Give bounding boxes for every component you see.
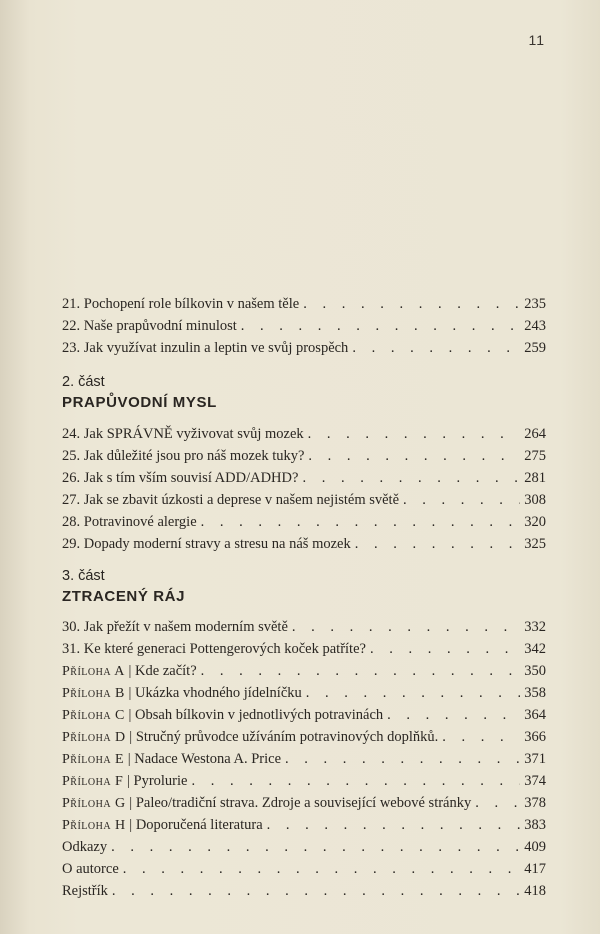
toc-entry-label xyxy=(62,514,197,531)
toc-entry-label xyxy=(62,663,197,680)
part-caption: 3. část xyxy=(62,568,105,584)
toc-entry-label xyxy=(62,773,187,790)
toc-entry-label xyxy=(62,340,348,357)
toc-entry xyxy=(62,536,546,558)
toc-entry-label xyxy=(62,318,237,335)
appendix-prefix: Příloha H xyxy=(62,818,126,833)
toc-block-1 xyxy=(62,296,546,362)
toc-entry-page: 418 xyxy=(524,883,546,899)
toc-entry-text: | Nadace Westona A. Price xyxy=(127,751,282,767)
toc-entry-text: 24. Jak SPRÁVNĚ vyživovat svůj mozek xyxy=(62,426,304,442)
toc-entry-page: 243 xyxy=(524,318,546,334)
dot-leader xyxy=(267,817,521,834)
toc-entry-page: 308 xyxy=(524,492,546,508)
toc-entry-text: | Paleo/tradiční strava. Zdroje a související webové stránky xyxy=(129,795,472,811)
dot-leader xyxy=(201,663,521,680)
toc-entry-text: 27. Jak se zbavit úzkosti a deprese v našem nejistém světě xyxy=(62,492,400,508)
dot-leader xyxy=(241,318,520,335)
dot-leader xyxy=(352,340,520,357)
toc-entry xyxy=(62,619,546,641)
toc-entry-text: 25. Jak důležité jsou pro náš mozek tuky? xyxy=(62,448,305,464)
toc-entry-text: | Doporučená literatura xyxy=(129,817,263,833)
toc-entry xyxy=(62,470,546,492)
toc-entry-text: 26. Jak s tím vším souvisí ADD/ADHD? xyxy=(62,470,299,486)
toc-entry xyxy=(62,448,546,470)
toc-entry xyxy=(62,729,546,751)
appendix-prefix: Příloha F xyxy=(62,774,124,789)
toc-entry-page: 409 xyxy=(524,839,546,855)
toc-entry-page: 378 xyxy=(524,795,546,811)
toc-entry-label xyxy=(62,641,366,658)
toc-entry-text: 23. Jak využívat inzulin a leptin ve svůj prospěch xyxy=(62,340,349,356)
part-title: ZTRACENÝ RÁJ xyxy=(62,588,186,605)
toc-entry-label xyxy=(62,795,471,812)
toc-entry-label xyxy=(62,751,281,768)
toc-entry-page: 325 xyxy=(524,536,546,552)
appendix-prefix: Příloha E xyxy=(62,752,125,767)
toc-entry xyxy=(62,641,546,663)
dot-leader xyxy=(285,751,520,768)
dot-leader xyxy=(308,426,521,443)
dot-leader xyxy=(387,707,520,724)
toc-block-3 xyxy=(62,619,546,905)
toc-entry-text: 31. Ke které generaci Pottengerových koček patříte? xyxy=(62,641,366,657)
dot-leader xyxy=(403,492,520,509)
toc-entry xyxy=(62,514,546,536)
appendix-prefix: Příloha B xyxy=(62,686,125,701)
toc-entry-label xyxy=(62,817,263,834)
toc-entry xyxy=(62,817,546,839)
dot-leader xyxy=(112,883,520,900)
toc-entry xyxy=(62,707,546,729)
toc-entry-label xyxy=(62,492,399,509)
toc-entry-page: 371 xyxy=(524,751,546,767)
toc-entry xyxy=(62,773,546,795)
toc-entry-text: Rejstřík xyxy=(62,883,108,899)
dot-leader xyxy=(201,514,521,531)
toc-entry-page: 235 xyxy=(524,296,546,312)
toc-entry-label xyxy=(62,839,107,856)
part-2-heading xyxy=(62,374,546,416)
toc-entry-label xyxy=(62,470,298,487)
appendix-prefix: Příloha A xyxy=(62,664,125,679)
dot-leader xyxy=(302,470,520,487)
part-title: PRAPŮVODNÍ MYSL xyxy=(62,394,217,411)
toc-entry-label xyxy=(62,729,438,746)
toc-entry-text: 21. Pochopení role bílkovin v našem těle xyxy=(62,296,300,312)
appendix-prefix: Příloha C xyxy=(62,708,125,723)
toc-entry-label xyxy=(62,448,304,465)
toc-entry-page: 364 xyxy=(524,707,546,723)
toc-entry-page: 374 xyxy=(524,773,546,789)
toc-entry xyxy=(62,663,546,685)
toc-entry xyxy=(62,340,546,362)
toc-entry-page: 264 xyxy=(524,426,546,442)
dot-leader xyxy=(292,619,520,636)
page-number: 11 xyxy=(528,32,545,48)
toc-entry-text: Odkazy xyxy=(62,839,108,855)
toc-entry xyxy=(62,426,546,448)
dot-leader xyxy=(303,296,520,313)
dot-leader xyxy=(123,861,520,878)
toc-entry-text: O autorce xyxy=(62,861,119,877)
dot-leader xyxy=(355,536,521,553)
toc-entry-text: 28. Potravinové alergie xyxy=(62,514,197,530)
dot-leader xyxy=(111,839,520,856)
toc-entry-label xyxy=(62,619,288,636)
toc-entry-label xyxy=(62,861,119,878)
toc-entry-label xyxy=(62,296,299,313)
dot-leader xyxy=(370,641,520,658)
toc-entry-label xyxy=(62,685,302,702)
toc-entry-text: | Obsah bílkovin v jednotlivých potravinách xyxy=(128,707,384,723)
toc-entry-text: | Kde začít? xyxy=(128,663,197,679)
toc-entry-page: 342 xyxy=(524,641,546,657)
toc-entry-text: 22. Naše prapůvodní minulost xyxy=(62,318,237,334)
toc-entry-text: 30. Jak přežít v našem moderním světě xyxy=(62,619,288,635)
toc-entry-page: 259 xyxy=(524,340,546,356)
dot-leader xyxy=(191,773,520,790)
dot-leader xyxy=(442,729,520,746)
toc-entry xyxy=(62,839,546,861)
toc-entry xyxy=(62,861,546,883)
appendix-prefix: Příloha G xyxy=(62,796,126,811)
toc-entry-page: 417 xyxy=(524,861,546,877)
toc-entry-page: 332 xyxy=(524,619,546,635)
toc-entry-page: 383 xyxy=(524,817,546,833)
toc-entry-text: | Ukázka vhodného jídelníčku xyxy=(128,685,302,701)
toc-entry-page: 275 xyxy=(524,448,546,464)
toc-entry-label xyxy=(62,707,383,724)
toc-entry-label xyxy=(62,883,108,900)
toc-entry-text: 29. Dopady moderní stravy a stresu na náš mozek xyxy=(62,536,351,552)
toc-entry xyxy=(62,883,546,905)
toc-entry-page: 350 xyxy=(524,663,546,679)
toc-entry-page: 320 xyxy=(524,514,546,530)
toc-entry-page: 358 xyxy=(524,685,546,701)
toc-entry xyxy=(62,795,546,817)
dot-leader xyxy=(475,795,520,812)
toc-entry xyxy=(62,685,546,707)
dot-leader xyxy=(308,448,520,465)
part-3-heading xyxy=(62,568,546,610)
toc-entry xyxy=(62,318,546,340)
toc-entry xyxy=(62,296,546,318)
toc-entry-text: | Stručný průvodce užíváním potravinových doplňků. xyxy=(129,729,439,745)
toc-entry xyxy=(62,751,546,773)
toc-entry-label xyxy=(62,426,304,443)
toc-entry-page: 281 xyxy=(524,470,546,486)
toc-entry xyxy=(62,492,546,514)
dot-leader xyxy=(306,685,520,702)
toc-entry-label xyxy=(62,536,351,553)
toc-block-2 xyxy=(62,426,546,558)
appendix-prefix: Příloha D xyxy=(62,730,126,745)
toc-entry-text: | Pyrolurie xyxy=(126,773,188,789)
toc-entry-page: 366 xyxy=(524,729,546,745)
part-caption: 2. část xyxy=(62,374,105,390)
